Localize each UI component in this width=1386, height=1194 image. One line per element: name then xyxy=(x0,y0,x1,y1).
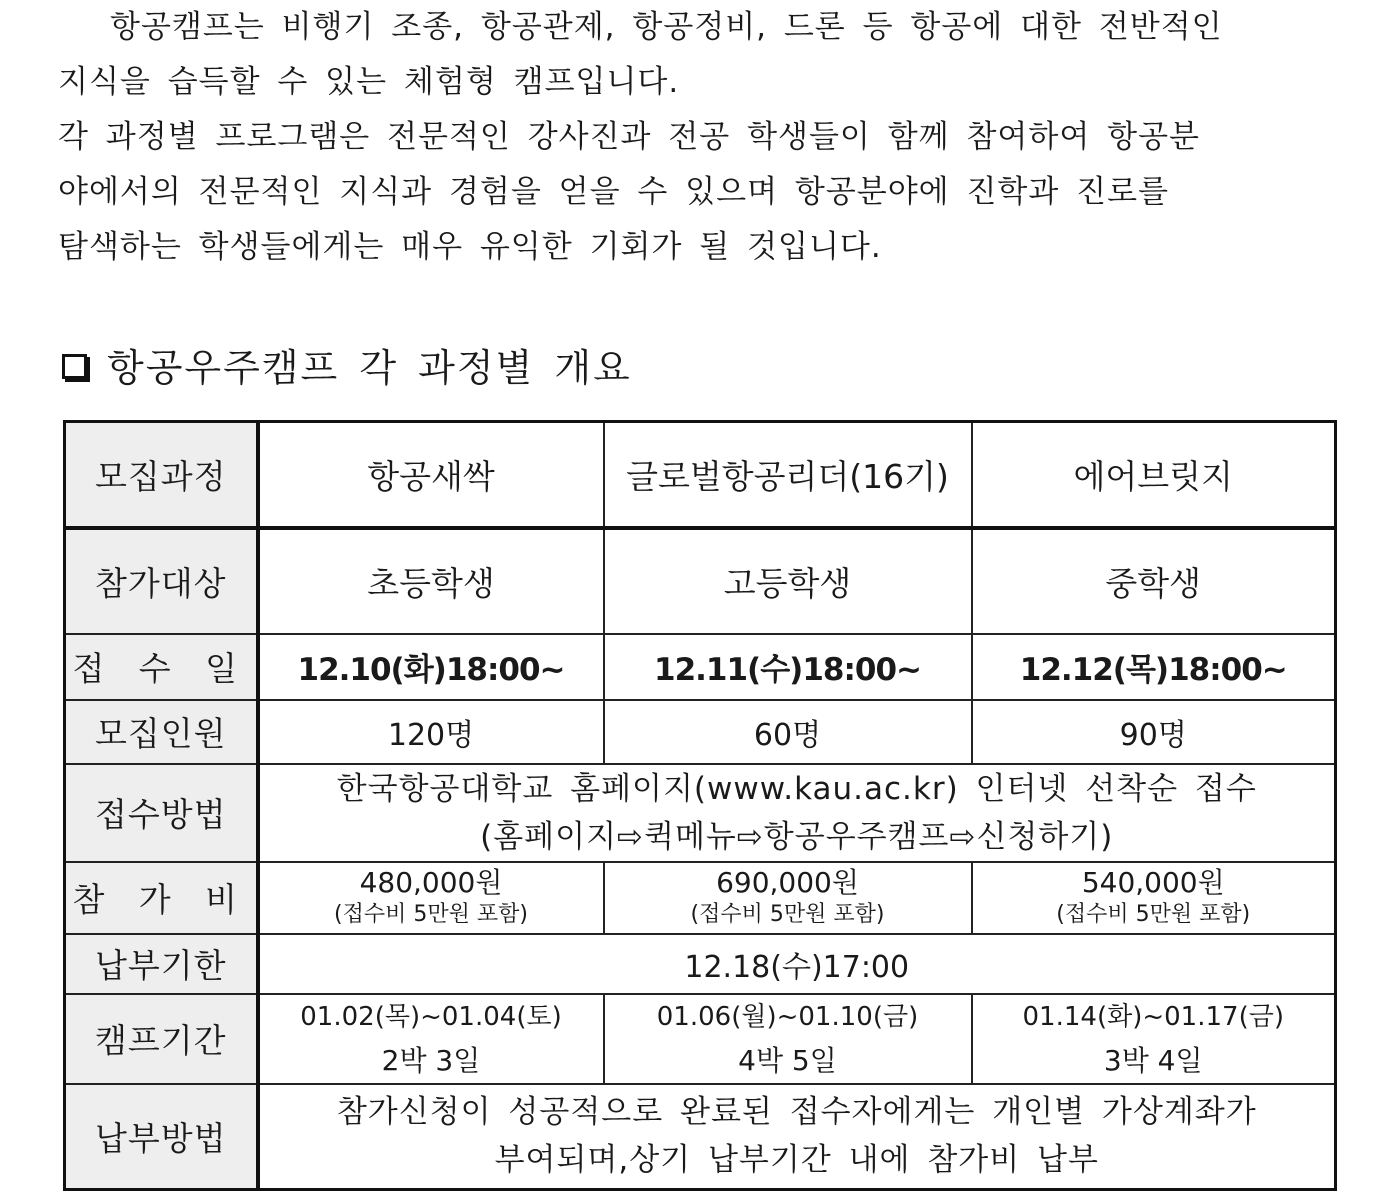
period-dates-3: 01.14(화)~01.17(금) xyxy=(1022,1001,1284,1032)
label-capacity: 모집인원 xyxy=(65,700,258,764)
table-row-reception xyxy=(65,634,1336,700)
table-row-period xyxy=(65,994,1336,1084)
label-deadline: 납부기한 xyxy=(65,934,258,994)
target-3: 중학생 xyxy=(972,528,1336,634)
table-row-course xyxy=(65,422,1336,528)
payment-cell xyxy=(258,1084,1336,1190)
payment-line-2: 부여되며,상기 납부기간 내에 참가비 납부 xyxy=(494,1142,1099,1179)
fee-cell-3 xyxy=(972,862,1336,934)
period-cell-2 xyxy=(604,994,972,1084)
capacity-2: 60명 xyxy=(604,700,972,764)
label-target: 참가대상 xyxy=(65,528,258,634)
fee-note-2: (접수비 5만원 포함) xyxy=(690,901,885,927)
section-heading xyxy=(62,340,632,396)
course-name-2: 글로벌항공리더(16기) xyxy=(604,422,972,528)
section-title-text: 항공우주캠프 각 과정별 개요 xyxy=(107,346,632,390)
method-line-1: 한국항공대학교 홈페이지(www.kau.ac.kr) 인터넷 선착순 접수 xyxy=(336,770,1257,807)
fee-amount-3: 540,000원 xyxy=(1081,865,1225,899)
label-payment: 납부방법 xyxy=(65,1084,258,1190)
period-length-2: 4박 5일 xyxy=(738,1043,837,1077)
period-length-1: 2박 3일 xyxy=(381,1043,481,1077)
camp-overview-table xyxy=(63,420,1337,1191)
period-dates-2: 01.06(월)~01.10(금) xyxy=(656,1001,919,1032)
reception-2: 12.11(수)18:00~ xyxy=(604,634,972,700)
fee-amount-2: 690,000원 xyxy=(716,865,859,899)
period-dates-1: 01.02(목)~01.04(토) xyxy=(300,1001,562,1032)
method-cell xyxy=(258,764,1336,862)
label-period: 캠프기간 xyxy=(65,994,258,1084)
table-row-fee xyxy=(65,862,1336,934)
method-line-2: (홈페이지⇨퀵메뉴⇨항공우주캠프⇨신청하기) xyxy=(480,818,1114,855)
target-1: 초등학생 xyxy=(258,528,604,634)
target-2: 고등학생 xyxy=(604,528,972,634)
fee-note-1: (접수비 5만원 포함) xyxy=(334,901,528,927)
intro-line-3: 각 과정별 프로그램은 전문적인 강사진과 전공 학생들이 함께 참여하여 항공분 xyxy=(58,119,1200,155)
intro-text xyxy=(58,0,1328,275)
payment-line-1: 참가신청이 성공적으로 완료된 접수자에게는 개인별 가상계좌가 xyxy=(336,1094,1257,1131)
intro-line-2: 지식을 습득할 수 있는 체험형 캠프입니다. xyxy=(58,64,680,100)
period-cell-1 xyxy=(258,994,604,1084)
capacity-1: 120명 xyxy=(258,700,604,764)
table-row-capacity xyxy=(65,700,1336,764)
course-name-3: 에어브릿지 xyxy=(972,422,1336,528)
checkbox-bullet-icon xyxy=(62,354,87,379)
table-row-method xyxy=(65,764,1336,862)
label-reception-date: 접 수 일 xyxy=(65,634,258,700)
label-course: 모집과정 xyxy=(65,422,258,528)
deadline-cell: 12.18(수)17:00 xyxy=(258,934,1336,994)
reception-3: 12.12(목)18:00~ xyxy=(972,634,1336,700)
fee-cell-2 xyxy=(604,862,972,934)
label-method: 접수방법 xyxy=(65,764,258,862)
intro-line-4: 야에서의 전문적인 지식과 경험을 얻을 수 있으며 항공분야에 진학과 진로를 xyxy=(58,174,1170,210)
intro-line-5: 탐색하는 학생들에게는 매우 유익한 기회가 될 것입니다. xyxy=(58,229,882,265)
table-row-payment xyxy=(65,1084,1336,1190)
table-row-deadline xyxy=(65,934,1336,994)
fee-amount-1: 480,000원 xyxy=(359,865,503,899)
period-cell-3 xyxy=(972,994,1336,1084)
label-fee: 참 가 비 xyxy=(65,862,258,934)
table-row-target xyxy=(65,528,1336,634)
fee-note-3: (접수비 5만원 포함) xyxy=(1056,901,1251,927)
intro-line-1: 항공캠프는 비행기 조종, 항공관제, 항공정비, 드론 등 항공에 대한 전반적인 xyxy=(110,9,1223,45)
course-name-1: 항공새싹 xyxy=(258,422,604,528)
fee-cell-1 xyxy=(258,862,604,934)
period-length-3: 3박 4일 xyxy=(1103,1043,1203,1077)
capacity-3: 90명 xyxy=(972,700,1336,764)
reception-1: 12.10(화)18:00~ xyxy=(258,634,604,700)
